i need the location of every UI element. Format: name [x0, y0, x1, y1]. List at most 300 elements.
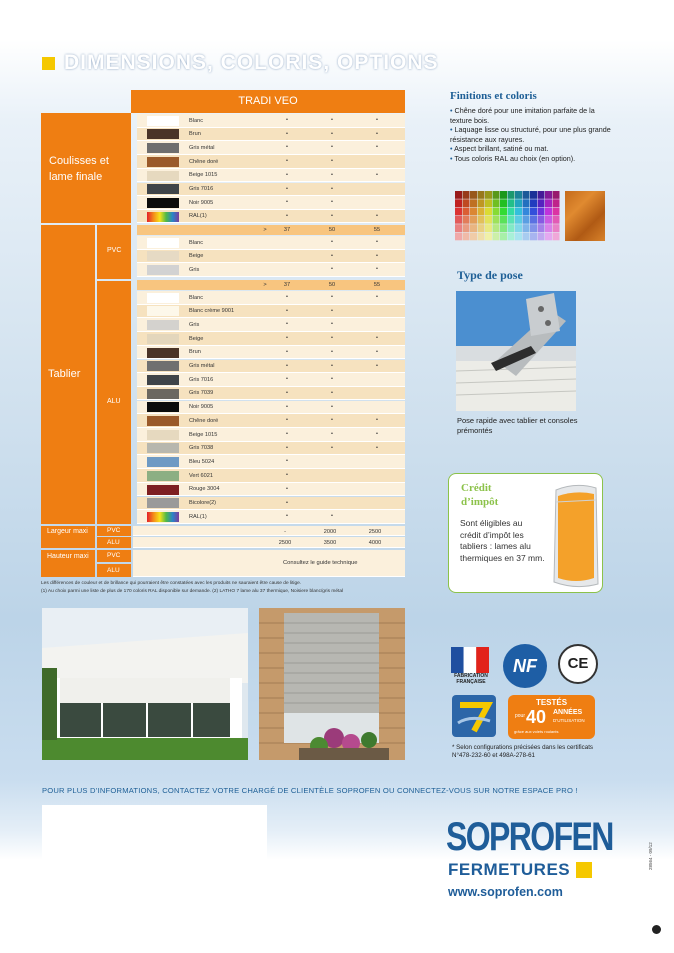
check-mark: • — [376, 444, 378, 451]
ral-swatch — [463, 233, 470, 241]
check-mark: • — [286, 212, 288, 219]
ral-swatch — [470, 224, 477, 232]
ral-swatch — [478, 224, 485, 232]
ral-swatch — [508, 216, 515, 224]
color-name: Blanc — [189, 117, 203, 124]
color-name: Blanc — [189, 239, 203, 246]
brand-name: SOPROFEN — [446, 815, 613, 859]
hauteur-row — [133, 550, 405, 577]
color-swatch — [147, 334, 179, 344]
color-name: RAL(1) — [189, 213, 207, 220]
table-row — [137, 250, 405, 264]
table-note-2: (1) Au choix parmi une liste de plus de 170 coloris RAL disponible sur demande. (2) LATHO 7 lame alu 37 thermique, Noisiere blanc/gris métal — [41, 589, 344, 594]
table-row — [137, 196, 405, 210]
largeur-alu-cell — [97, 537, 131, 548]
nf-logo: NF — [503, 644, 547, 688]
dimension-value: 2000 — [323, 529, 337, 535]
color-name: Rouge 3004 — [189, 486, 220, 493]
check-mark: • — [331, 117, 333, 123]
color-name: Gris 7039 — [189, 390, 214, 397]
color-name: Beige 1015 — [189, 431, 218, 438]
ral-swatch — [485, 199, 492, 207]
finitions-item: • Laquage lisse ou structuré, pour une plus grande résistance aux rayures. — [450, 125, 612, 144]
color-swatch — [147, 485, 179, 495]
check-mark: • — [286, 389, 288, 396]
color-swatch — [147, 265, 179, 275]
ral-swatch — [455, 199, 462, 207]
table-row — [137, 497, 405, 511]
check-mark: • — [376, 348, 378, 355]
print-mark-icon — [652, 925, 661, 934]
ral-swatch — [508, 208, 515, 216]
finitions-list — [450, 106, 612, 164]
largeur-label-cell — [41, 526, 95, 548]
dimension-value: 4000 — [368, 540, 382, 546]
color-name: Gris — [189, 266, 200, 273]
tested-pour: pour — [515, 713, 526, 719]
check-mark: • — [376, 417, 378, 424]
color-swatch — [147, 457, 179, 467]
ral-swatch — [523, 208, 530, 216]
ral-swatch — [500, 208, 507, 216]
ral-swatch — [523, 216, 530, 224]
check-mark: • — [286, 403, 288, 410]
sub-pvc-label: PVC — [107, 247, 122, 254]
color-name: Noir 9005 — [189, 199, 214, 206]
color-swatch — [147, 416, 179, 426]
ral-swatch — [455, 208, 462, 216]
ral-swatch — [463, 208, 470, 216]
check-mark: • — [331, 376, 333, 383]
color-name: Blanc — [189, 294, 203, 301]
finitions-item: • Aspect brillant, satiné ou mat. — [450, 144, 612, 154]
check-mark: • — [286, 117, 288, 123]
check-mark: • — [286, 130, 288, 137]
check-mark: • — [376, 130, 378, 137]
ral-swatch — [485, 233, 492, 241]
ral-swatch — [493, 199, 500, 207]
ral-swatch — [515, 233, 522, 241]
check-mark: • — [286, 499, 288, 506]
color-swatch — [147, 430, 179, 440]
check-mark: • — [331, 348, 333, 355]
check-mark: • — [286, 417, 288, 424]
largeur-alu-label: ALU — [107, 539, 120, 546]
ral-swatch — [493, 208, 500, 216]
check-mark: • — [331, 144, 333, 151]
check-mark: • — [331, 335, 333, 342]
ral-swatch — [515, 199, 522, 207]
ral-swatch — [553, 199, 560, 207]
hauteur-pvc-label: PVC — [107, 552, 121, 559]
table-row — [137, 510, 405, 524]
color-swatch — [147, 251, 179, 261]
check-mark: • — [331, 417, 333, 424]
check-mark: • — [376, 362, 378, 369]
ral-swatch — [515, 224, 522, 232]
dimension-value: 2500 — [368, 529, 382, 535]
title-square — [42, 57, 55, 70]
ral-swatch — [455, 233, 462, 241]
ral-swatch — [500, 199, 507, 207]
finitions-title: Finitions et coloris — [450, 90, 537, 102]
color-swatch — [147, 471, 179, 481]
table-row — [137, 360, 405, 374]
table-row — [137, 318, 405, 332]
pose-title: Type de pose — [457, 268, 523, 282]
table-note-1: Les différences de couleur et de brillance qui pourraient être constatées avec les produits ne sauraient être cause de litige. — [41, 581, 302, 586]
lame-arrow: > — [263, 227, 267, 233]
ral-swatch — [485, 208, 492, 216]
fabrication-label: FABRICATION FRANÇAISE — [454, 673, 488, 685]
table-row — [137, 373, 405, 387]
hauteur-note: Consultez le guide technique — [283, 560, 358, 566]
ral-swatch — [500, 191, 507, 199]
hauteur-label: Hauteur maxi — [47, 553, 89, 560]
dimension-value: 3500 — [323, 540, 337, 546]
table-row — [137, 401, 405, 415]
ral-swatch — [530, 233, 537, 241]
color-swatch — [147, 320, 179, 330]
check-mark: • — [331, 403, 333, 410]
color-swatch — [147, 306, 179, 316]
ral-swatch — [515, 208, 522, 216]
ral-swatch — [530, 216, 537, 224]
check-mark: • — [331, 239, 333, 245]
check-mark: • — [286, 348, 288, 355]
color-swatch — [147, 348, 179, 358]
color-swatch — [147, 498, 179, 508]
group-coulisses-label: Coulisses et lame finale — [49, 155, 109, 183]
table-row — [137, 236, 405, 250]
check-mark: • — [331, 321, 333, 328]
check-mark: • — [286, 362, 288, 369]
color-swatch — [147, 389, 179, 399]
check-mark: • — [286, 431, 288, 437]
color-swatch — [147, 402, 179, 412]
check-mark: • — [376, 335, 378, 342]
ral-swatch — [478, 191, 485, 199]
color-name: Bleu 5024 — [189, 458, 215, 465]
check-mark: • — [331, 513, 333, 520]
table-row — [137, 169, 405, 183]
color-swatch — [147, 443, 179, 453]
ral-swatch — [523, 199, 530, 207]
ral-swatch — [530, 199, 537, 207]
brand-block — [446, 814, 636, 899]
color-swatch — [147, 361, 179, 371]
color-name: Brun — [189, 131, 201, 138]
table-row — [137, 414, 405, 428]
color-name: Beige — [189, 335, 204, 342]
table-row — [137, 387, 405, 401]
tested-util: D’UTILISATION — [553, 718, 585, 723]
check-mark: • — [286, 158, 288, 165]
table-row — [137, 469, 405, 483]
check-mark: • — [376, 171, 378, 178]
page-title: DIMENSIONS, COLORIS, OPTIONS — [64, 51, 439, 74]
ral-swatch — [545, 216, 552, 224]
table-row — [137, 332, 405, 346]
hauteur-pvc-cell — [97, 550, 131, 562]
chene-dore-sample — [565, 191, 605, 241]
check-mark: • — [286, 144, 288, 151]
color-swatch — [147, 375, 179, 385]
table-row — [137, 114, 405, 128]
table-row — [137, 428, 405, 442]
color-name: Bicolore(2) — [189, 500, 217, 507]
credit-title: Crédit — [461, 482, 492, 494]
ral-swatch — [485, 216, 492, 224]
check-mark: • — [331, 266, 333, 273]
ral-swatch — [500, 216, 507, 224]
ral-swatch — [500, 224, 507, 232]
ral-swatch — [545, 224, 552, 232]
table-row — [137, 442, 405, 456]
check-mark: • — [286, 444, 288, 451]
group-tablier-label: Tablier — [48, 368, 81, 380]
table-row — [137, 128, 405, 142]
ral-swatch — [493, 216, 500, 224]
color-swatch — [147, 212, 179, 222]
ral-swatch — [455, 216, 462, 224]
hauteur-alu-cell — [97, 564, 131, 577]
check-mark: • — [286, 199, 288, 206]
ral-swatch — [538, 199, 545, 207]
ral-swatch — [553, 208, 560, 216]
color-table — [41, 90, 405, 594]
table-row — [137, 455, 405, 469]
color-swatch — [147, 157, 179, 167]
ral-swatch — [485, 224, 492, 232]
sub-pvc — [97, 225, 131, 279]
finitions-item: • Chêne doré pour une imitation parfaite de la texture bois. — [450, 106, 612, 125]
credit-title-2: d’impôt — [461, 496, 499, 508]
color-swatch — [147, 129, 179, 139]
color-name: Gris métal — [189, 363, 215, 370]
largeur-pvc-cell — [97, 526, 131, 536]
ral-swatch — [530, 224, 537, 232]
ral-swatch — [463, 216, 470, 224]
ral-swatch — [470, 208, 477, 216]
table-row — [137, 155, 405, 169]
lame-size: 55 — [373, 227, 381, 233]
color-name: Chêne doré — [189, 158, 219, 165]
ce-logo: CE — [558, 644, 598, 684]
ral-swatch — [470, 191, 477, 199]
table-title: TRADI VEO — [131, 90, 405, 113]
ral-swatch — [455, 224, 462, 232]
color-swatch — [147, 171, 179, 181]
tested-annees: ANNÉES — [553, 709, 583, 716]
finitions-item: • Tous coloris RAL au choix (en option). — [450, 154, 612, 164]
check-mark: • — [376, 117, 378, 123]
color-name: Vert 6021 — [189, 472, 213, 479]
check-mark: • — [331, 389, 333, 396]
table-row — [137, 346, 405, 360]
color-swatch — [147, 143, 179, 153]
check-mark: • — [286, 321, 288, 328]
selon-note: * Selon configurations précisées dans les certificats N°478-232-60 et 498A-278-61 — [452, 744, 594, 759]
ral-swatch — [493, 233, 500, 241]
color-name: Gris 7016 — [189, 186, 214, 193]
french-flag-icon — [451, 647, 489, 673]
color-name: Gris 7016 — [189, 376, 214, 383]
color-name: Blanc crème 9001 — [189, 308, 235, 315]
check-mark: • — [286, 335, 288, 342]
ral-swatch — [463, 224, 470, 232]
color-swatch — [147, 184, 179, 194]
brand-url[interactable]: www.soprofen.com — [448, 885, 563, 899]
check-mark: • — [331, 252, 333, 259]
credit-text: Sont éligibles au crédit d’impôt les tabliers : lames alu thermiques en 37 mm. — [460, 518, 545, 563]
color-name: Gris 7038 — [189, 445, 214, 452]
7-logo-icon — [452, 695, 496, 737]
lame-size: 50 — [328, 227, 336, 233]
check-mark: • — [376, 239, 378, 245]
ral-swatch — [553, 224, 560, 232]
check-mark: • — [286, 513, 288, 520]
ral-swatch — [508, 191, 515, 199]
sub-alu-label: ALU — [107, 398, 121, 405]
check-mark: • — [331, 212, 333, 219]
ral-swatch — [493, 224, 500, 232]
ral-swatch — [478, 233, 485, 241]
reference-code: 28564 - 09/12 — [648, 842, 653, 870]
ral-swatch — [538, 208, 545, 216]
ral-swatch — [523, 233, 530, 241]
dimension-value: 2500 — [278, 540, 292, 546]
sub-alu — [97, 281, 131, 524]
color-name: Beige — [189, 253, 204, 260]
ral-swatch — [523, 191, 530, 199]
ral-swatch — [478, 199, 485, 207]
contact-box — [42, 805, 267, 932]
table-row — [137, 210, 405, 224]
check-mark: • — [376, 431, 378, 437]
check-mark: • — [376, 252, 378, 259]
facade-photo — [259, 608, 405, 760]
color-swatch — [147, 512, 179, 522]
check-mark: • — [286, 185, 288, 192]
lame-size: 37 — [283, 227, 291, 233]
check-mark: • — [286, 294, 288, 300]
ral-swatch — [470, 199, 477, 207]
check-mark: • — [376, 266, 378, 273]
check-mark: • — [331, 171, 333, 178]
ral-swatch — [455, 191, 462, 199]
check-mark: • — [331, 444, 333, 451]
ral-swatch — [485, 191, 492, 199]
ral-swatch — [478, 216, 485, 224]
ral-swatch — [470, 216, 477, 224]
ral-swatch — [545, 208, 552, 216]
check-mark: • — [286, 485, 288, 492]
color-swatch — [147, 116, 179, 126]
color-name: Beige 1015 — [189, 172, 218, 179]
table-row — [137, 263, 405, 277]
ral-swatch — [545, 199, 552, 207]
ral-swatch — [538, 224, 545, 232]
check-mark: • — [331, 307, 333, 314]
brand-sub: FERMETURES — [448, 860, 571, 879]
credit-box — [448, 473, 603, 593]
check-mark: • — [376, 212, 378, 219]
tested-badge — [508, 695, 595, 739]
dimension-row — [133, 526, 405, 536]
lame-alu-image — [546, 482, 601, 590]
check-mark: • — [286, 458, 288, 465]
ral-swatch — [515, 191, 522, 199]
dimension-value: - — [284, 529, 286, 535]
check-mark: • — [376, 144, 378, 151]
ral-swatch — [463, 199, 470, 207]
ral-swatch — [493, 191, 500, 199]
check-mark: • — [286, 472, 288, 479]
check-mark: • — [331, 185, 333, 192]
largeur-label: Largeur maxi — [47, 528, 88, 535]
pose-image — [456, 291, 576, 411]
hauteur-label-cell — [41, 550, 95, 577]
ral-swatch — [508, 233, 515, 241]
color-name: Brun — [189, 349, 201, 356]
check-mark: • — [331, 199, 333, 206]
largeur-pvc-label: PVC — [107, 527, 121, 534]
tested-sub: grâce aux volets roulants — [514, 729, 559, 734]
lame-size: 37 — [283, 282, 291, 288]
ral-swatch — [545, 233, 552, 241]
ral-swatch — [538, 216, 545, 224]
brand-square — [576, 862, 592, 878]
ral-swatch — [553, 216, 560, 224]
ral-swatch — [478, 208, 485, 216]
color-swatch — [147, 238, 179, 248]
color-name: Gris métal — [189, 144, 215, 151]
color-swatch — [147, 198, 179, 208]
color-name: Chêne doré — [189, 417, 219, 424]
check-mark: • — [331, 294, 333, 300]
ral-swatch — [515, 216, 522, 224]
pose-caption: Pose rapide avec tablier et consoles prémontés — [457, 416, 578, 435]
color-name: RAL(1) — [189, 513, 207, 520]
group-coulisses — [41, 113, 131, 223]
lame-header — [137, 225, 405, 235]
ral-swatch — [523, 224, 530, 232]
ral-swatch — [553, 233, 560, 241]
check-mark: • — [331, 362, 333, 369]
table-row — [137, 183, 405, 197]
group-tablier — [41, 225, 95, 524]
color-swatch — [147, 293, 179, 303]
tested-num: 40 — [526, 707, 547, 727]
veranda-photo — [42, 608, 248, 760]
lame-size: 55 — [373, 282, 381, 288]
dimension-row — [133, 537, 405, 548]
check-mark: • — [286, 307, 288, 314]
check-mark: • — [286, 376, 288, 383]
lame-size: 50 — [328, 282, 336, 288]
check-mark: • — [286, 171, 288, 178]
table-row — [137, 305, 405, 319]
ral-swatch — [545, 191, 552, 199]
ral-swatch — [463, 191, 470, 199]
ral-swatch — [538, 191, 545, 199]
ral-swatch — [530, 208, 537, 216]
ral-swatch — [508, 224, 515, 232]
ral-swatch — [538, 233, 545, 241]
lame-arrow: > — [263, 282, 267, 288]
table-row — [137, 141, 405, 155]
